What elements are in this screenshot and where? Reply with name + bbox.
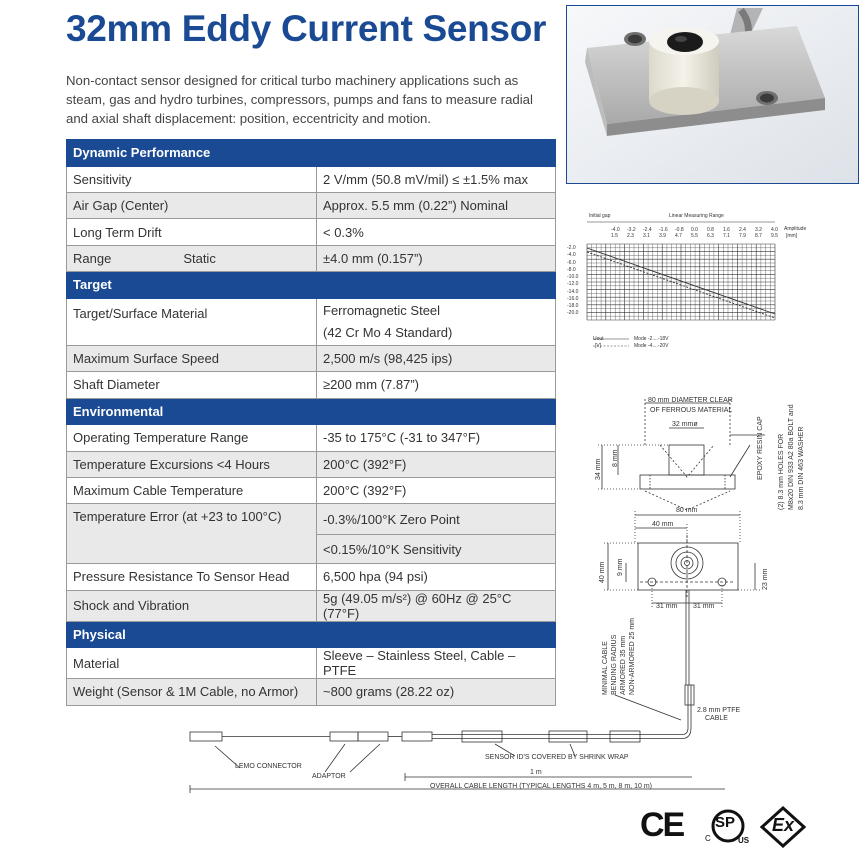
graph-top-tick-label: 2.4 xyxy=(739,227,746,233)
graph-top-tick-label: 3.2 xyxy=(755,227,762,233)
csa-c-label: C xyxy=(705,834,711,843)
csa-text: SP xyxy=(715,814,736,831)
section-header: Physical xyxy=(67,621,556,648)
table-row xyxy=(67,451,556,477)
table-row xyxy=(67,298,556,345)
amplitude-label: Amplitude xyxy=(784,226,807,232)
graph-top-tick-label: 6.3 xyxy=(707,233,714,239)
shrink-wrap-label: SENSOR ID'S COVERED BY SHRINK WRAP xyxy=(485,754,629,761)
one-meter-label: 1 m xyxy=(530,769,542,776)
product-photo xyxy=(566,5,859,184)
section-header: Dynamic Performance xyxy=(67,140,556,167)
row-label: Shock and Vibration xyxy=(67,590,317,621)
row-label: Long Term Drift xyxy=(67,219,317,245)
graph-top-tick-label: -4.0 xyxy=(611,227,620,233)
row-value: 6,500 hpa (94 psi) xyxy=(317,564,556,590)
table-row xyxy=(67,245,556,271)
row-value: 2 V/mm (50.8 mV/mil) ≤ ±1.5% max xyxy=(317,166,556,192)
row-value: ≥200 mm (7.87”) xyxy=(317,372,556,398)
graph-top-tick-label: 4.7 xyxy=(675,233,682,239)
page-title: 32mm Eddy Current Sensor xyxy=(66,8,547,49)
table-row xyxy=(67,590,556,621)
range-label: Range xyxy=(73,250,112,266)
row-value: Approx. 5.5 mm (0.22”) Nominal xyxy=(317,192,556,218)
bend-label-2: BENDING RADIUS xyxy=(611,634,618,695)
row-value: -35 to 175°C (-31 to 347°F) xyxy=(317,425,556,451)
d40b-label: 40 mm xyxy=(599,561,606,583)
graph-top-tick-label: 0.8 xyxy=(707,227,714,233)
initial-gap-label: Initial gap xyxy=(589,213,611,219)
graph-top-tick-label: 7.9 xyxy=(739,233,746,239)
cable-assembly-drawing xyxy=(185,680,741,795)
range-sub-label: Static xyxy=(183,250,216,266)
row-label: Maximum Cable Temperature xyxy=(67,477,317,503)
row-label: Pressure Resistance To Sensor Head xyxy=(67,564,317,590)
mm-label: [mm] xyxy=(786,233,798,239)
graph-top-tick-label: -0.8 xyxy=(675,227,684,233)
lemo-label: LEMO CONNECTOR xyxy=(235,763,302,770)
bend-label-4: NON-ARMORED 25 mm xyxy=(629,617,636,695)
graph-top-tick-label: -2.4 xyxy=(643,227,652,233)
section-header: Environmental xyxy=(67,398,556,425)
row-value: 200°C (392°F) xyxy=(317,451,556,477)
holes-label-2: M8x20 DIN 933 A2 80a BOLT and xyxy=(788,404,795,510)
table-row xyxy=(67,648,556,679)
d34-label: 34 mm xyxy=(595,458,602,480)
d23-label: 23 mm xyxy=(762,568,769,590)
bend-label-1: MINIMAL CABLE xyxy=(602,641,609,695)
graph-top-tick-label: -3.2 xyxy=(627,227,636,233)
ptfe-label-2: CABLE xyxy=(705,715,728,722)
table-row xyxy=(67,345,556,371)
spec-table xyxy=(66,139,556,706)
ptfe-label-1: 2.8 mm PTFE xyxy=(697,707,741,714)
row-value-line2: (42 Cr Mo 4 Standard) xyxy=(323,324,453,340)
row-label: Sensitivity xyxy=(67,166,317,192)
graph-top-tick-label: -1.6 xyxy=(659,227,668,233)
mode2-label: Mode -2....-18V xyxy=(634,336,669,342)
graph-top-tick-label: 8.7 xyxy=(755,233,762,239)
graph-y-tick-label: -16.0 xyxy=(567,295,579,302)
row-value: 5g (49.05 m/s²) @ 60Hz @ 25°C (77°F) xyxy=(317,590,556,621)
d32-label: 32 mmø xyxy=(672,421,698,428)
dimension-drawing xyxy=(590,385,850,705)
intro-paragraph: Non-contact sensor designed for critical turbo machinery applications such as steam, gas and hydro turbines, compressors, pumps and fans to measure radial and axial shaft displacement: position, eccentricity and motion. xyxy=(66,73,533,126)
holes-label-3: 8.3 mm DIN 463 WASHER xyxy=(798,426,805,510)
graph-y-tick-label: -2.0 xyxy=(567,245,576,252)
graph-y-tick-label: -20.0 xyxy=(567,310,579,317)
graph-y-tick-label: -12.0 xyxy=(567,281,579,288)
d80-label: 80 mm xyxy=(676,507,698,514)
uout-label: Uout xyxy=(593,336,604,342)
ferrous-label: OF FERROUS MATERIAL xyxy=(650,407,733,414)
table-row xyxy=(67,219,556,245)
row-label xyxy=(67,245,317,271)
calibration-graph xyxy=(565,208,813,353)
table-row xyxy=(67,166,556,192)
graph-top-tick-label: 3.9 xyxy=(659,233,666,239)
graph-y-tick-label: -14.0 xyxy=(567,288,579,295)
graph-top-tick-label: 0.0 xyxy=(691,227,698,233)
d9-label: 9 mm xyxy=(617,558,624,576)
holes-label-1: (2) 8.3 mm HOLES FOR xyxy=(778,433,785,510)
row-value: Sleeve – Stainless Steel, Cable – PTFE xyxy=(317,648,556,679)
ce-mark-icon: CE xyxy=(640,806,684,844)
ex-text: Ex xyxy=(772,815,795,835)
graph-y-tick-label: -8.0 xyxy=(567,266,576,273)
row-value: -0.3%/100°K Zero Point xyxy=(317,504,556,535)
epoxy-label: EPOXY RESIN CAP xyxy=(757,416,764,480)
mode4-label: Mode -4....-20V xyxy=(634,343,669,349)
row-value-line1: Ferromagnetic Steel xyxy=(323,302,441,318)
row-label: Weight (Sensor & 1M Cable, no Armor) xyxy=(67,679,317,705)
adaptor-label: ADAPTOR xyxy=(312,773,346,780)
graph-top-tick-label: 1.6 xyxy=(723,227,730,233)
row-label: Air Gap (Center) xyxy=(67,192,317,218)
row-value: ±4.0 mm (0.157”) xyxy=(317,245,556,271)
overall-length-label: OVERALL CABLE LENGTH (TYPICAL LENGTHS 4 m, 5 m, 8 m, 10 m) xyxy=(430,783,652,790)
row-value xyxy=(317,298,556,345)
graph-top-tick-label: 7.1 xyxy=(723,233,730,239)
row-label: Shaft Diameter xyxy=(67,372,317,398)
graph-y-tick-label: -6.0 xyxy=(567,259,576,266)
clear-label: 80 mm DIAMETER CLEAR xyxy=(648,397,733,404)
table-row xyxy=(67,504,556,535)
graph-top-tick-label: 9.5 xyxy=(771,233,778,239)
graph-top-tick-label: 5.5 xyxy=(691,233,698,239)
row-value: <0.15%/10°K Sensitivity xyxy=(317,535,556,564)
graph-y-tick-label: -10.0 xyxy=(567,274,579,281)
row-value: ~800 grams (28.22 oz) xyxy=(317,679,556,705)
csa-us-label: US xyxy=(738,836,750,845)
cable-drawing-lines xyxy=(185,680,725,795)
row-value: 2,500 m/s (98,425 ips) xyxy=(317,345,556,371)
section-header: Target xyxy=(67,272,556,299)
graph-top-tick-label: 1.5 xyxy=(611,233,618,239)
row-label: Operating Temperature Range xyxy=(67,425,317,451)
graph-top-tick-label: 3.1 xyxy=(643,233,650,239)
bend-label-3: ARMORED 35 mm xyxy=(620,635,627,695)
graph-top-tick-label: 2.3 xyxy=(627,233,634,239)
row-label: Maximum Surface Speed xyxy=(67,345,317,371)
graph-top-tick-label: 4.0 xyxy=(771,227,778,233)
table-row xyxy=(67,564,556,590)
table-row xyxy=(67,372,556,398)
row-label: Material xyxy=(67,648,317,679)
row-label: Temperature Error (at +23 to 100°C) xyxy=(67,504,317,564)
d31a-label: 31 mm xyxy=(656,603,678,610)
d40a-label: 40 mm xyxy=(652,521,674,528)
table-row xyxy=(67,477,556,503)
table-row xyxy=(67,192,556,218)
d31b-label: 31 mm xyxy=(693,603,715,610)
v-label: [V] xyxy=(595,343,602,349)
row-label: Temperature Excursions <4 Hours xyxy=(67,451,317,477)
row-value: 200°C (392°F) xyxy=(317,477,556,503)
d8-label: 8 mm xyxy=(612,449,619,467)
row-value: < 0.3% xyxy=(317,219,556,245)
row-label: Target/Surface Material xyxy=(67,298,317,345)
certification-marks xyxy=(640,806,855,850)
graph-y-tick-label: -18.0 xyxy=(567,303,579,310)
table-row xyxy=(67,425,556,451)
linear-range-label: Linear Measuring Range xyxy=(669,213,724,219)
graph-y-tick-label: -4.0 xyxy=(567,252,576,259)
